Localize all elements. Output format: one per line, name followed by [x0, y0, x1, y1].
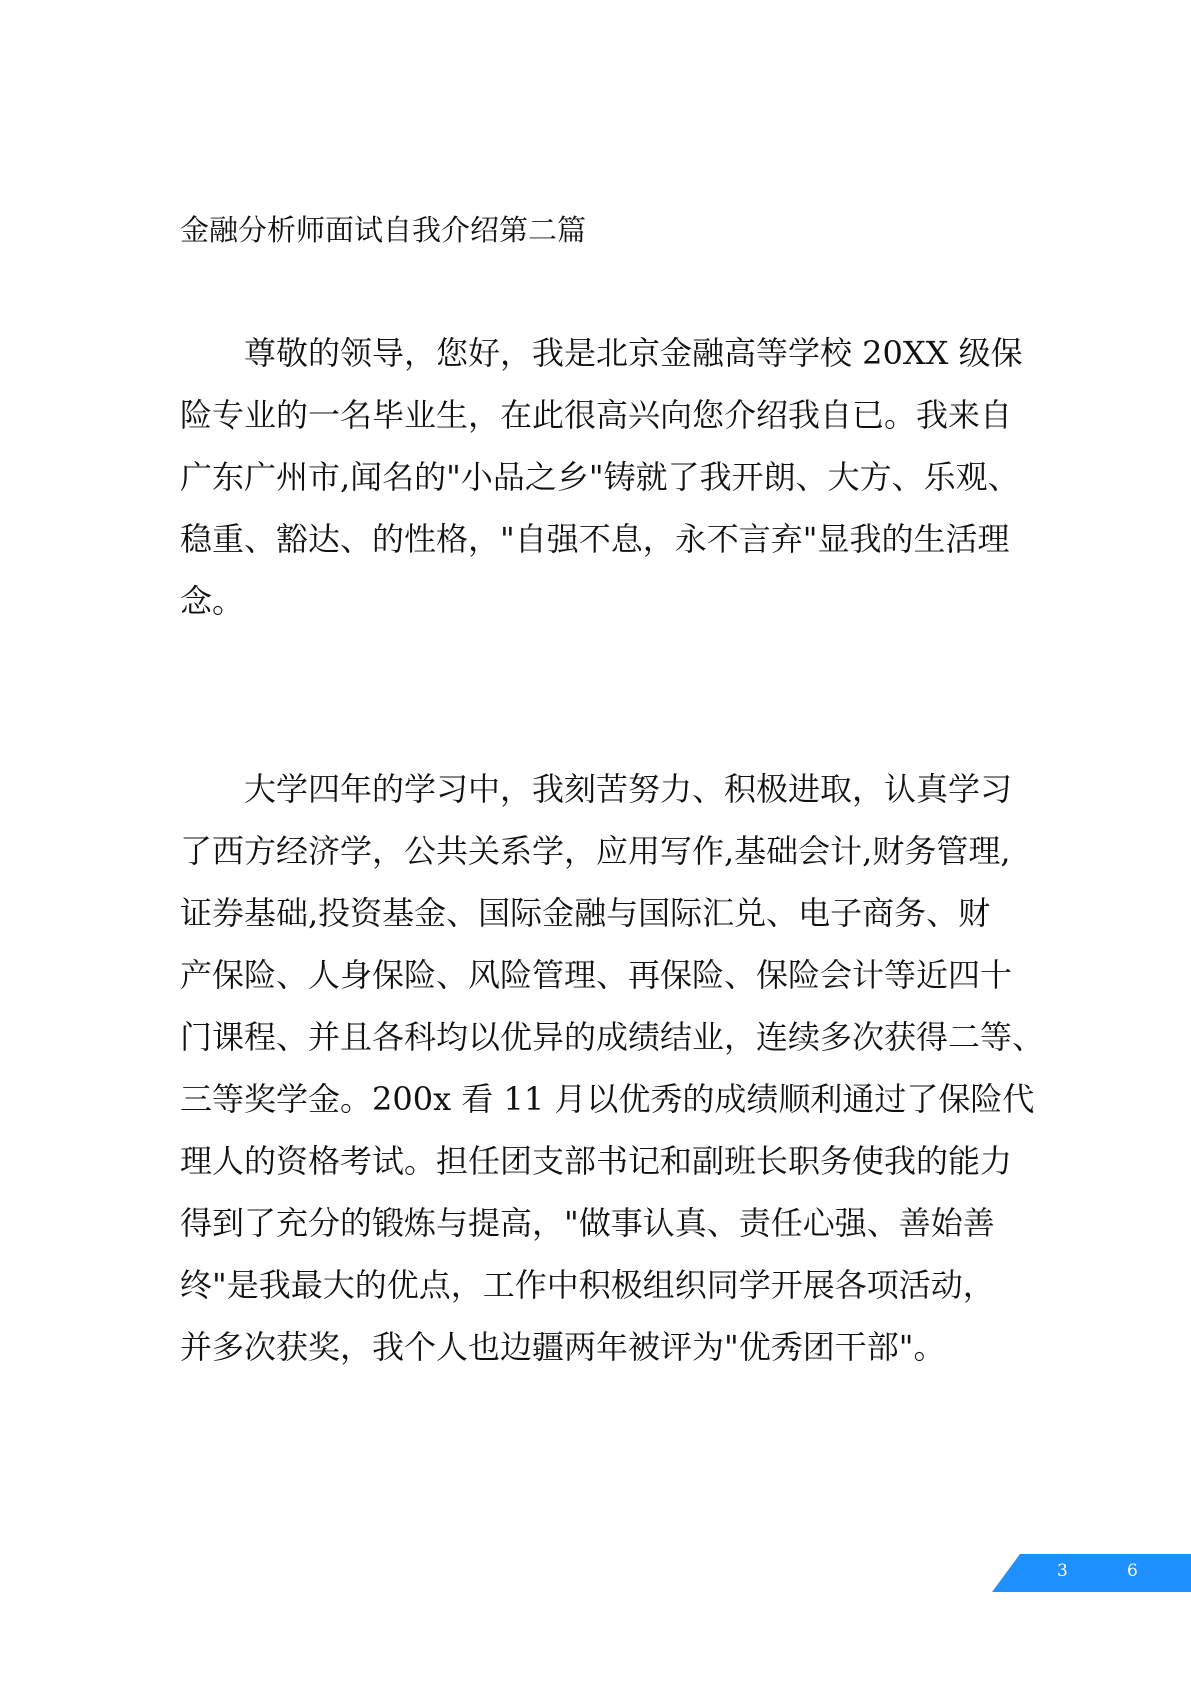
paragraph-line: 大学四年的学习中，我刻苦努力、积极进取，认真学习: [180, 770, 1013, 808]
paragraph-line: 三等奖学金。200x 看 11 月以优秀的成绩顺利通过了保险代: [180, 1080, 1035, 1118]
paragraph-line: 门课程、并且各科均以优异的成绩结业，连续多次获得二等、: [180, 1018, 1045, 1056]
paragraph-line: 了西方经济学，公共关系学，应用写作,基础会计,财务管理,: [180, 832, 1011, 870]
total-page-number: 6: [1127, 1561, 1138, 1581]
page-title: 金融分析师面试自我介绍第二篇: [180, 213, 587, 247]
paragraph-line: 尊敬的领导，您好，我是北京金融高等学校 20XX 级保: [180, 334, 1023, 372]
page-number-tab: [992, 1554, 1191, 1592]
paragraph-line: 得到了充分的锻炼与提高，"做事认真、责任心强、善始善: [180, 1204, 995, 1242]
paragraph-2: [180, 758, 1045, 1378]
page-number-footer: [992, 1554, 1191, 1592]
paragraph-line: 理人的资格考试。担任团支部书记和副班长职务使我的能力: [180, 1142, 1013, 1180]
paragraph-line: 证券基础,投资基金、国际金融与国际汇兑、电子商务、财: [180, 894, 991, 932]
paragraph-line: 并多次获奖，我个人也边疆两年被评为"优秀团干部"。: [180, 1328, 946, 1366]
paragraph-line: 终"是我最大的优点，工作中积极组织同学开展各项活动，: [180, 1266, 995, 1304]
paragraph-1: [180, 322, 1023, 632]
paragraph-line: 险专业的一名毕业生，在此很高兴向您介绍我自已。我来自: [180, 396, 1013, 434]
paragraph-line: 广东广州市,闻名的"小品之乡"铸就了我开朗、大方、乐观、: [180, 458, 1020, 496]
paragraph-line: 稳重、豁达、的性格，"自强不息，永不言弃"显我的生活理: [180, 520, 1010, 558]
paragraph-line: 产保险、人身保险、风险管理、再保险、保险会计等近四十: [180, 956, 1013, 994]
paragraph-line: 念。: [180, 582, 245, 620]
current-page-number: 3: [1057, 1561, 1068, 1581]
